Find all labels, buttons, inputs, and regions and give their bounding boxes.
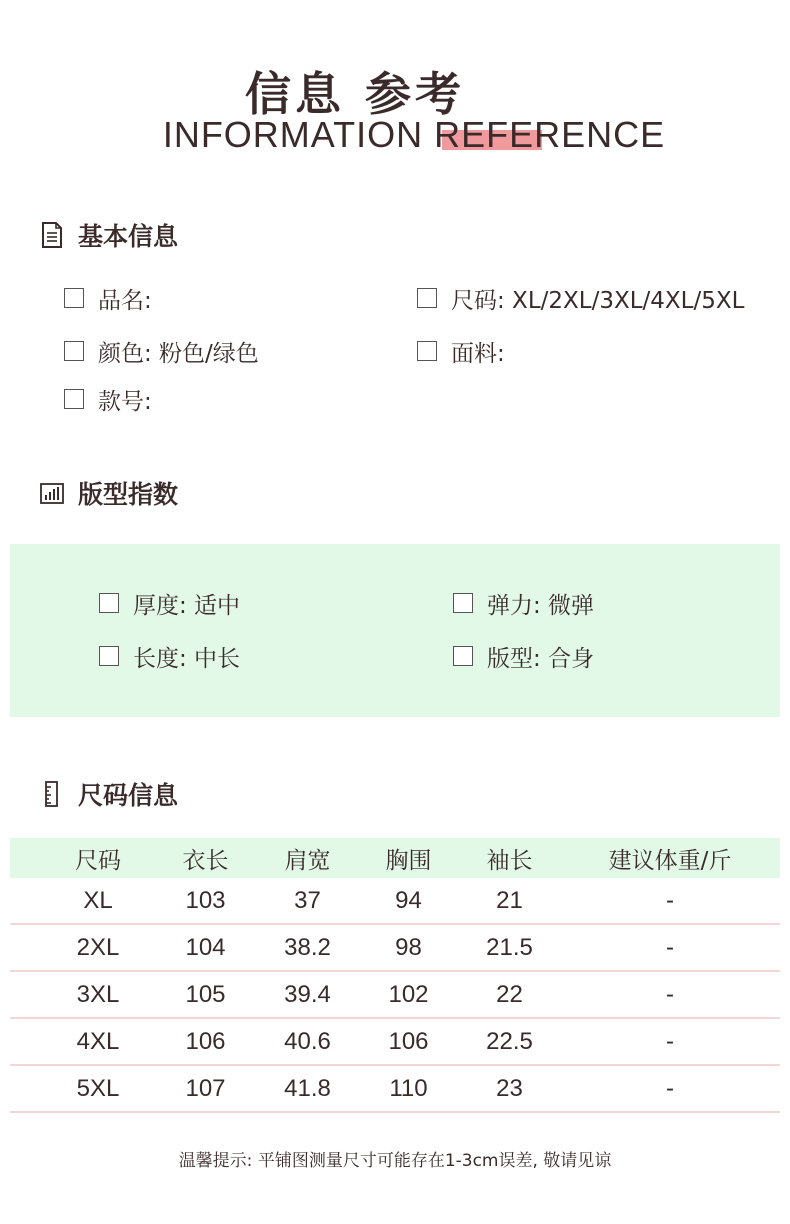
- section-title: 基本信息: [78, 222, 179, 251]
- table-cell: 103: [185, 886, 226, 914]
- basic-item-fabric: [417, 336, 505, 366]
- fit-item-elasticity: [453, 588, 594, 618]
- basic-item-size: [417, 283, 744, 313]
- table-header-cell: 尺码: [75, 847, 121, 874]
- section-basic-info-heading: [40, 220, 178, 250]
- table-header-cell: 袖长: [486, 847, 533, 874]
- bar-chart-icon: [40, 480, 64, 506]
- table-cell: 102: [388, 980, 429, 1008]
- table-cell: 40.6: [284, 1027, 331, 1055]
- item-label: 款号:: [98, 388, 152, 415]
- basic-item-style-number: [64, 384, 152, 414]
- table-cell: -: [666, 933, 674, 961]
- table-cell: 110: [389, 1074, 428, 1102]
- page-subtitle: [0, 114, 790, 156]
- table-header-cell: 肩宽: [284, 847, 331, 874]
- table-cell: XL: [83, 886, 113, 914]
- table-cell: 37: [294, 886, 321, 914]
- table-cell: 106: [185, 1027, 226, 1055]
- table-header-cell: 衣长: [182, 847, 229, 874]
- item-label: 颜色: 粉色/绿色: [98, 340, 259, 367]
- item-label: 长度: 中长: [133, 645, 241, 672]
- fit-item-length: [99, 641, 240, 671]
- table-cell: 41.8: [284, 1074, 331, 1102]
- table-cell: 38.2: [284, 933, 331, 961]
- subtitle-part: INFORMATION R: [162, 114, 462, 155]
- subtitle-highlight-text: EFER: [461, 114, 562, 155]
- table-cell: 23: [496, 1074, 523, 1102]
- item-label: 尺码: XL/2XL/3XL/4XL/5XL: [451, 287, 745, 314]
- ruler-icon: [40, 781, 64, 807]
- page-title: 信息 参考: [244, 67, 465, 121]
- table-cell: 98: [395, 933, 422, 961]
- table-cell: -: [666, 1027, 674, 1055]
- table-cell: 105: [185, 980, 226, 1008]
- table-header-row: [10, 838, 780, 878]
- size-table: [10, 838, 780, 1113]
- item-label: 厚度: 适中: [133, 592, 241, 619]
- checkbox-icon: [99, 593, 119, 613]
- basic-item-color: [64, 336, 259, 366]
- table-cell: -: [666, 886, 674, 914]
- section-title: 尺码信息: [78, 781, 179, 810]
- fit-item-cut: [453, 641, 594, 671]
- document-icon: [40, 222, 64, 248]
- table-row: [10, 925, 780, 972]
- table-cell: 39.4: [284, 980, 331, 1008]
- basic-item-name: [64, 283, 152, 313]
- checkbox-icon: [64, 341, 84, 361]
- section-fit-heading: [40, 478, 178, 508]
- table-cell: 22.5: [486, 1027, 533, 1055]
- item-label: 品名:: [98, 287, 152, 314]
- measurement-note: 温馨提示: 平铺图测量尺寸可能存在1-3cm误差, 敬请见谅: [178, 1151, 612, 1171]
- table-row: [10, 1019, 780, 1066]
- section-title: 版型指数: [78, 480, 179, 509]
- item-label: 版型: 合身: [487, 645, 595, 672]
- table-header-cell: 建议体重/斤: [608, 847, 732, 874]
- table-row: [10, 972, 780, 1019]
- table-row: [10, 878, 780, 925]
- checkbox-icon: [453, 593, 473, 613]
- table-cell: 107: [185, 1074, 226, 1102]
- table-header-cell: 胸围: [385, 847, 432, 874]
- table-cell: 21: [496, 886, 523, 914]
- table-cell: 3XL: [76, 980, 120, 1008]
- fit-item-thickness: [99, 588, 240, 618]
- table-cell: 22: [496, 980, 523, 1008]
- checkbox-icon: [64, 389, 84, 409]
- checkbox-icon: [417, 341, 437, 361]
- checkbox-icon: [64, 288, 84, 308]
- table-cell: 5XL: [76, 1074, 120, 1102]
- table-cell: 2XL: [76, 933, 120, 961]
- table-cell: 104: [185, 933, 226, 961]
- table-cell: -: [666, 1074, 674, 1102]
- checkbox-icon: [99, 646, 119, 666]
- table-cell: 106: [388, 1027, 429, 1055]
- table-cell: 4XL: [76, 1027, 120, 1055]
- checkbox-icon: [453, 646, 473, 666]
- table-row: [10, 1066, 780, 1113]
- subtitle-part: ENCE: [561, 114, 666, 155]
- table-cell: 21.5: [486, 933, 533, 961]
- table-cell: 94: [395, 886, 422, 914]
- table-cell: -: [666, 980, 674, 1008]
- checkbox-icon: [417, 288, 437, 308]
- section-size-heading: [40, 779, 178, 809]
- fit-panel: [10, 544, 780, 717]
- item-label: 弹力: 微弹: [487, 592, 595, 619]
- item-label: 面料:: [451, 340, 505, 367]
